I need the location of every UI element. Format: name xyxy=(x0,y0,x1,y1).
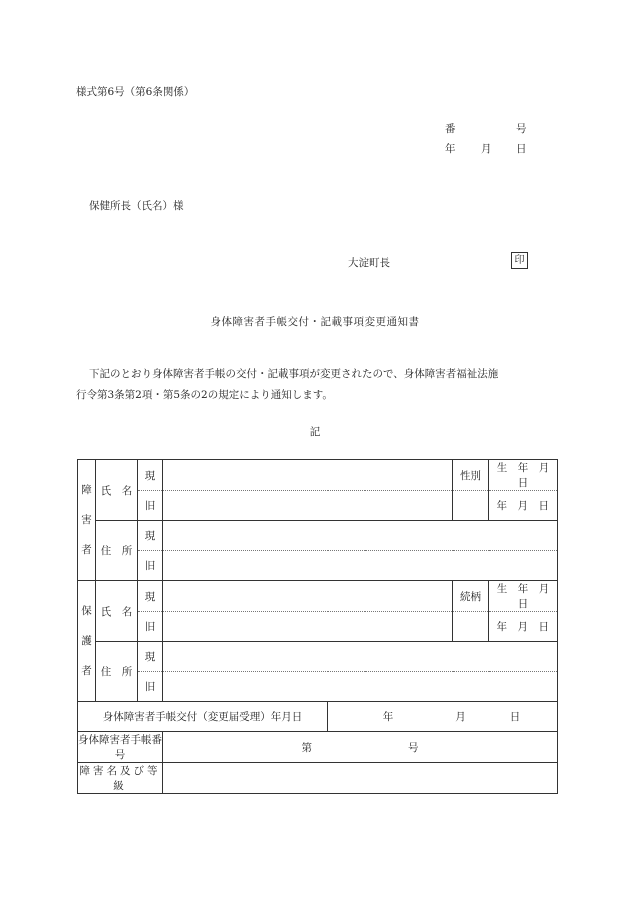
techo-number-field[interactable]: 第 号 xyxy=(163,732,558,763)
ki-heading: 記 xyxy=(309,426,321,438)
body-text-line-1: 下記のとおり身体障害者手帳の交付・記載事項が変更されたので、身体障害者福祉法施 xyxy=(89,368,499,380)
body-text-line-2: 行令第3条第2項・第5条の2の規定により通知します。 xyxy=(76,389,333,401)
techo-number-label: 身体障害者手帳番号 xyxy=(78,732,163,763)
guardian-old-address-field[interactable] xyxy=(163,672,558,702)
header-year-label: 年 xyxy=(445,143,456,155)
address-label: 住 所 xyxy=(96,642,138,702)
header-month-label: 月 xyxy=(481,143,492,155)
gender-label: 性別 xyxy=(453,460,489,491)
relation-field[interactable] xyxy=(453,612,489,642)
guardian-current-address-field[interactable] xyxy=(163,642,558,672)
old-label: 旧 xyxy=(138,551,163,581)
birth-date-field[interactable]: 年 月 日 xyxy=(489,491,558,521)
header-day-label: 日 xyxy=(516,143,527,155)
notification-form-table xyxy=(77,459,558,794)
issuer-name: 大淀町長 xyxy=(348,257,390,269)
old-name-field[interactable] xyxy=(163,491,453,521)
guardian-section-label: 保 護 者 xyxy=(78,581,96,702)
document-title: 身体障害者手帳交付・記載事項変更通知書 xyxy=(210,316,420,328)
disability-field[interactable] xyxy=(163,763,558,794)
name-label: 氏 名 xyxy=(96,460,138,521)
seal-mark: 印 xyxy=(511,252,528,269)
disability-label: 障害名及び等級 xyxy=(78,763,163,794)
guardian-old-name-field[interactable] xyxy=(163,612,453,642)
birth-date-label: 生 年 月 日 xyxy=(489,460,558,491)
current-address-field[interactable] xyxy=(163,521,558,551)
address-label: 住 所 xyxy=(96,521,138,581)
form-number: 様式第6号（第6条関係） xyxy=(76,86,195,98)
birth-date-label: 生 年 月 日 xyxy=(489,581,558,612)
old-label: 旧 xyxy=(138,491,163,521)
current-label: 現 xyxy=(138,642,163,672)
current-label: 現 xyxy=(138,581,163,612)
name-label: 氏 名 xyxy=(96,581,138,642)
disabled-person-section-label: 障 害 者 xyxy=(78,460,96,581)
addressee: 保健所長（氏名）様 xyxy=(89,200,184,212)
old-label: 旧 xyxy=(138,672,163,702)
issue-date-field[interactable]: 年 月 日 xyxy=(328,702,558,732)
old-label: 旧 xyxy=(138,612,163,642)
header-ban-label: 番 xyxy=(445,123,456,135)
guardian-birth-date-field[interactable]: 年 月 日 xyxy=(489,612,558,642)
guardian-current-name-field[interactable] xyxy=(163,581,453,612)
old-address-field[interactable] xyxy=(163,551,558,581)
gender-field[interactable] xyxy=(453,491,489,521)
header-go-label: 号 xyxy=(516,123,527,135)
current-label: 現 xyxy=(138,521,163,551)
issue-date-label: 身体障害者手帳交付（変更届受理）年月日 xyxy=(78,702,328,732)
relation-label: 続柄 xyxy=(453,581,489,612)
current-name-field[interactable] xyxy=(163,460,453,491)
current-label: 現 xyxy=(138,460,163,491)
